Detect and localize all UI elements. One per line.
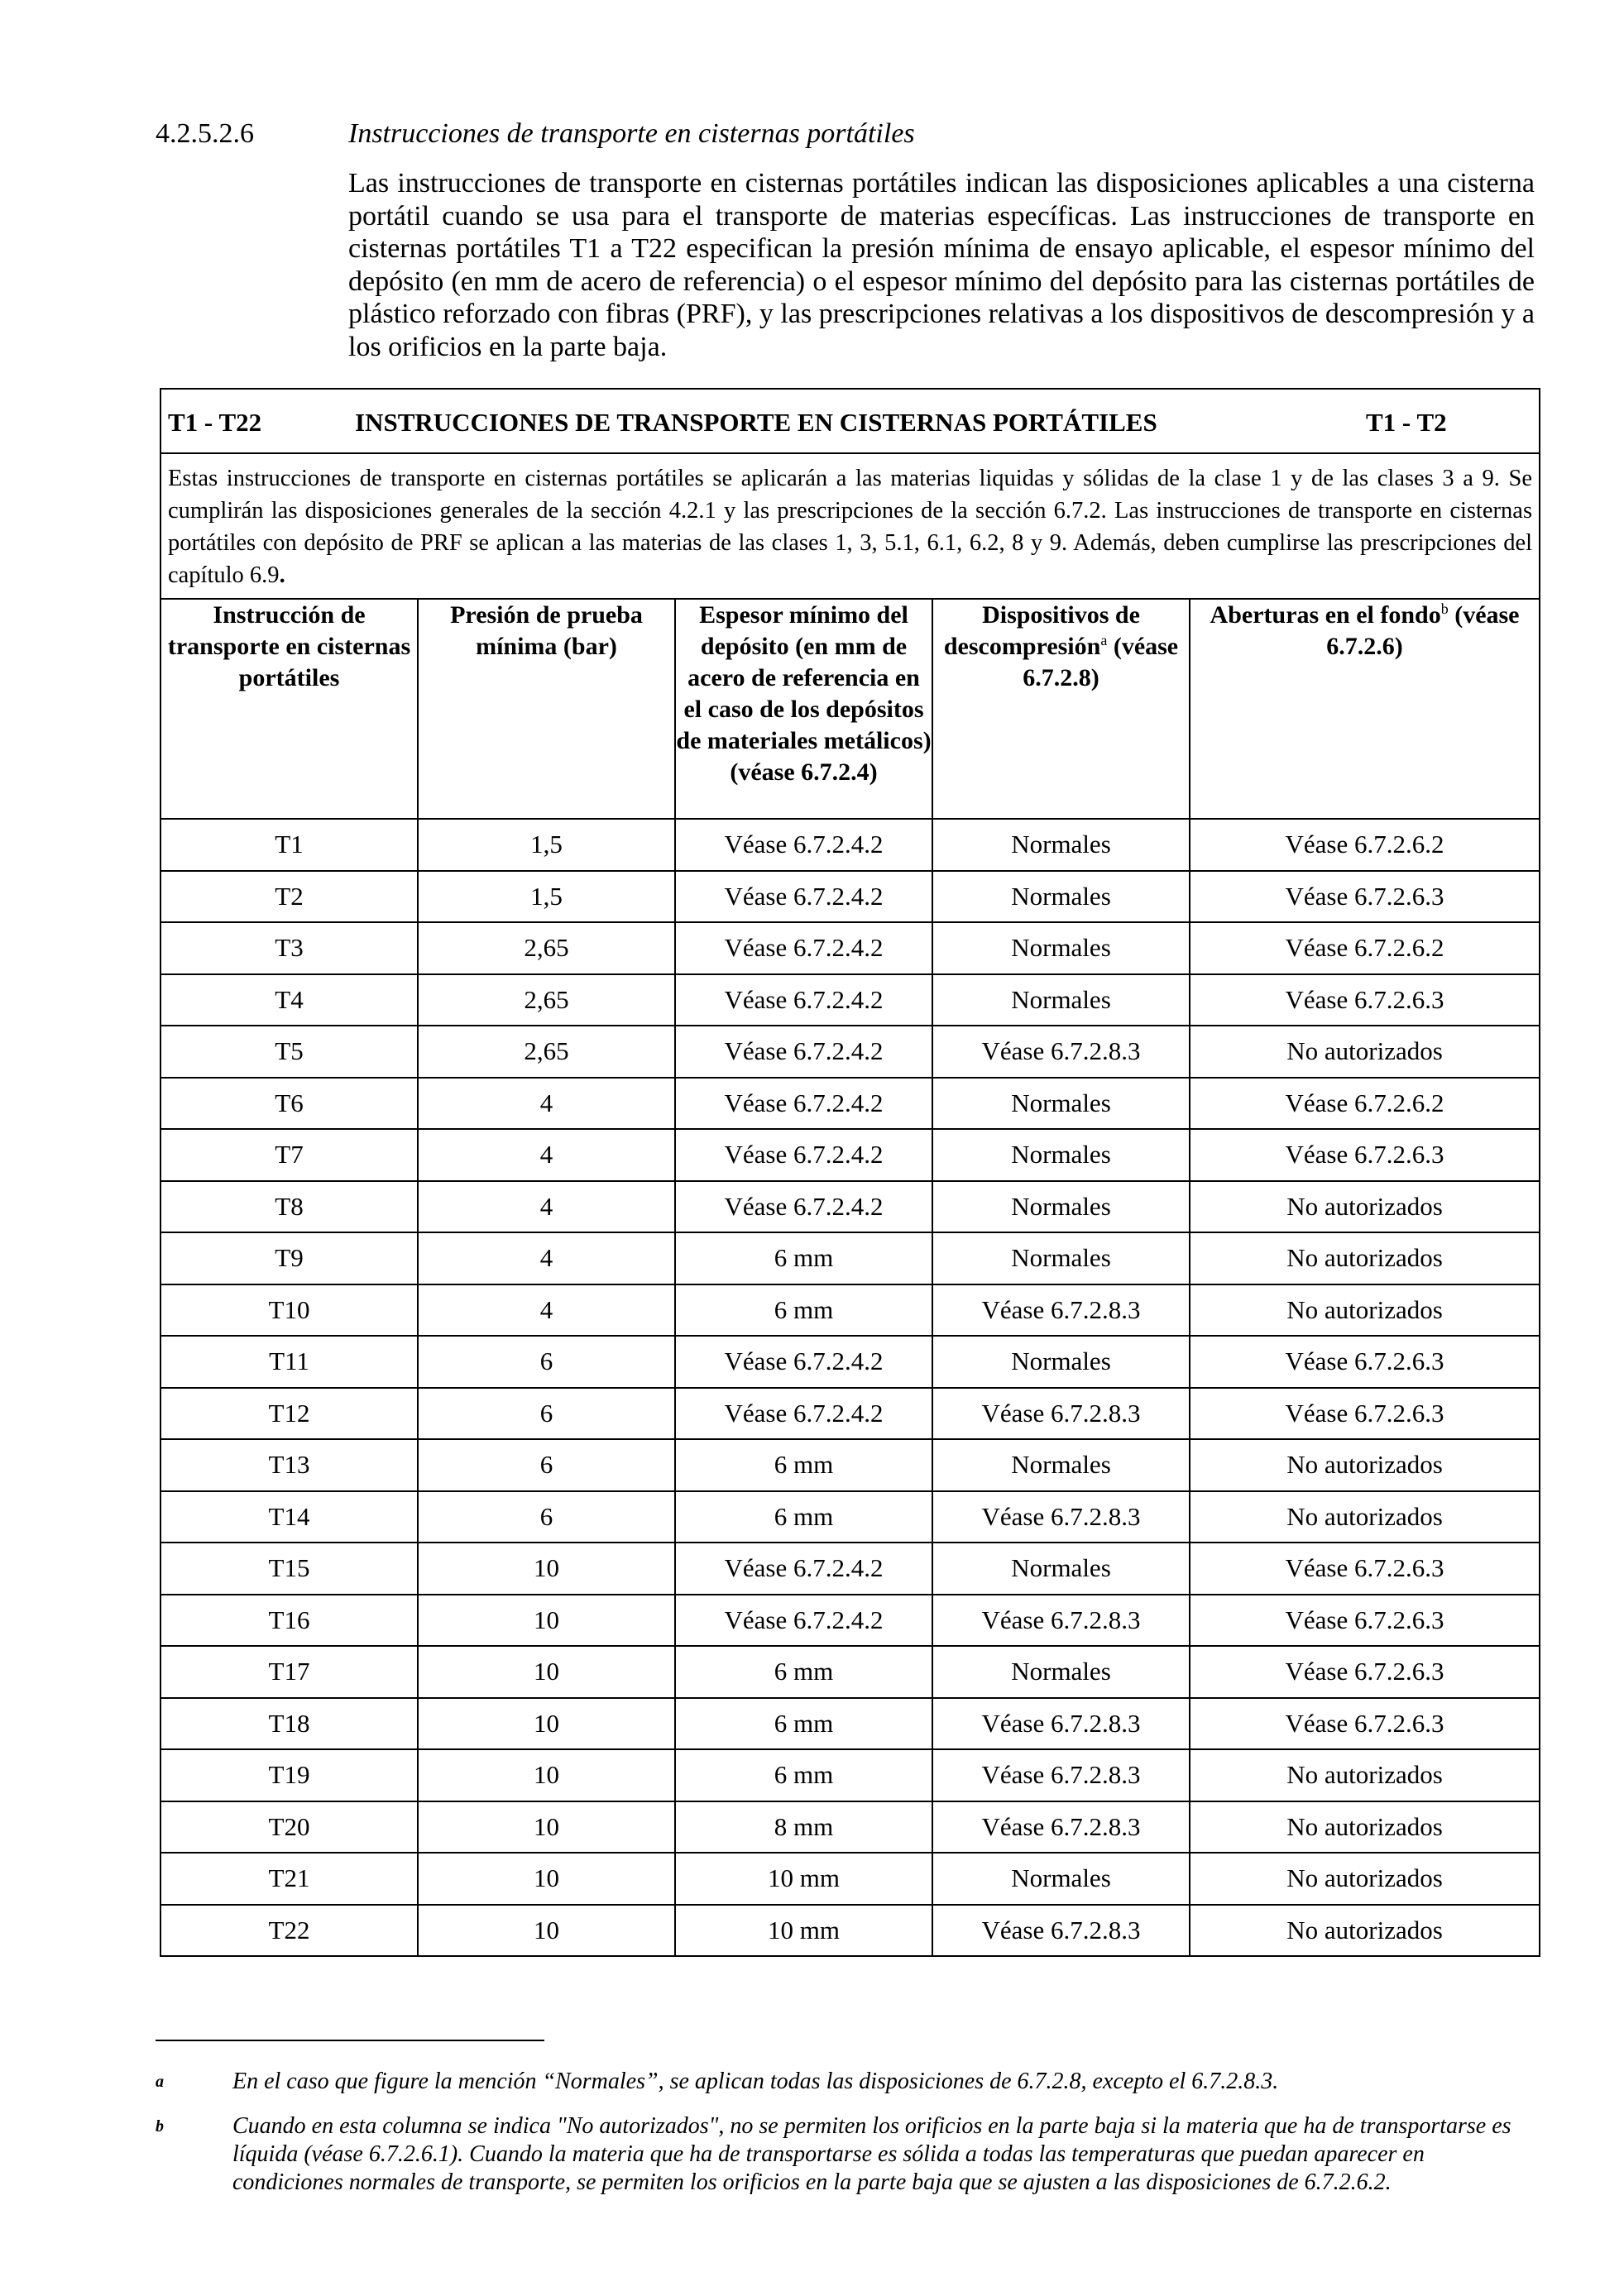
cell-thickness: 6 mm (675, 1284, 932, 1337)
cell-pressure: 6 (418, 1491, 675, 1543)
cell-pressure: 10 (418, 1698, 675, 1750)
table-row (160, 1801, 1540, 1854)
cell-openings: Véase 6.7.2.6.3 (1190, 1388, 1540, 1440)
cell-instruction: T5 (160, 1026, 418, 1078)
cell-pressure: 2,65 (418, 1026, 675, 1078)
cell-pressure: 6 (418, 1336, 675, 1388)
cell-relief: Normales (932, 974, 1190, 1026)
table-row (160, 1129, 1540, 1181)
section-intro: Las instrucciones de transporte en cisternas portátiles indican las disposiciones aplicables a una cisterna portátil cuando se usa para el transporte de materias específicas. Las instrucciones de transporte en cisternas portátiles T1 a T22 especifican la presión mínima de ensayo aplicable, el espesor mínimo del depósito (en mm de acero de referencia) o el espesor mínimo del depósito para las cisternas portátiles de plástico reforzado con fibras (PRF), y las prescripciones relativas a los dispositivos de descompresión y a los orificios en la parte baja. (348, 168, 1535, 362)
cell-openings: No autorizados (1190, 1853, 1540, 1905)
cell-instruction: T10 (160, 1284, 418, 1337)
cell-pressure: 4 (418, 1078, 675, 1130)
table-title: INSTRUCCIONES DE TRANSPORTE EN CISTERNAS PORTÁTILES (355, 408, 1157, 437)
column-header-row (160, 599, 1540, 819)
cell-thickness: 6 mm (675, 1646, 932, 1698)
cell-relief: Normales (932, 1646, 1190, 1698)
table-row (160, 1491, 1540, 1543)
cell-relief: Normales (932, 1181, 1190, 1233)
cell-thickness: Véase 6.7.2.4.2 (675, 1543, 932, 1595)
cell-relief: Véase 6.7.2.8.3 (932, 1026, 1190, 1078)
cell-pressure: 6 (418, 1388, 675, 1440)
cell-thickness: Véase 6.7.2.4.2 (675, 1026, 932, 1078)
cell-thickness: Véase 6.7.2.4.2 (675, 1078, 932, 1130)
footnote-mark: b (156, 2117, 164, 2136)
table-row (160, 1595, 1540, 1647)
cell-relief: Normales (932, 1336, 1190, 1388)
cell-pressure: 4 (418, 1181, 675, 1233)
cell-openings: Véase 6.7.2.6.3 (1190, 1543, 1540, 1595)
cell-thickness: Véase 6.7.2.4.2 (675, 819, 932, 871)
cell-thickness: Véase 6.7.2.4.2 (675, 1595, 932, 1647)
cell-instruction: T1 (160, 819, 418, 871)
cell-pressure: 10 (418, 1646, 675, 1698)
cell-openings: No autorizados (1190, 1026, 1540, 1078)
cell-openings: No autorizados (1190, 1181, 1540, 1233)
footnote-mark: a (156, 2073, 164, 2091)
column-header-thickness: Espesor mínimo del depósito (en mm de acero de referencia en el caso de los depósitos de materiales metálicos) (véase 6.7.2.4) (675, 599, 932, 819)
cell-pressure: 4 (418, 1129, 675, 1181)
table-row (160, 1232, 1540, 1284)
table-row (160, 922, 1540, 974)
table-row (160, 1388, 1540, 1440)
cell-thickness: Véase 6.7.2.4.2 (675, 1336, 932, 1388)
cell-instruction: T2 (160, 871, 418, 923)
cell-instruction: T8 (160, 1181, 418, 1233)
cell-relief: Normales (932, 1232, 1190, 1284)
openings-ref: (véase 6.7.2.6) (1326, 601, 1520, 660)
cell-instruction: T12 (160, 1388, 418, 1440)
cell-instruction: T6 (160, 1078, 418, 1130)
cell-relief: Normales (932, 1853, 1190, 1905)
cell-pressure: 10 (418, 1801, 675, 1854)
cell-openings: No autorizados (1190, 1284, 1540, 1337)
table-row (160, 871, 1540, 923)
cell-pressure: 10 (418, 1543, 675, 1595)
cell-openings: Véase 6.7.2.6.3 (1190, 1646, 1540, 1698)
table-row (160, 819, 1540, 871)
cell-openings: No autorizados (1190, 1439, 1540, 1491)
cell-thickness: 6 mm (675, 1232, 932, 1284)
table-row (160, 1336, 1540, 1388)
table-row (160, 1905, 1540, 1957)
cell-thickness: 6 mm (675, 1491, 932, 1543)
section-number: 4.2.5.2.6 (156, 118, 254, 149)
cell-relief: Normales (932, 1543, 1190, 1595)
footnote-text: Cuando en esta columna se indica "No autorizados", no se permiten los orificios en la parte baja si la materia que ha de transportarse es líquida (véase 6.7.2.6.1). Cuando la materia que ha de transportarse es sólida a todas las temperaturas que puedan aparecer en condiciones normales de transporte, se permiten los orificios en la parte baja que se ajusten a las disposiciones de 6.7.2.6.2. (232, 2113, 1511, 2195)
cell-openings: No autorizados (1190, 1232, 1540, 1284)
openings-label: Aberturas en el fondo (1210, 601, 1441, 629)
cell-relief: Normales (932, 871, 1190, 923)
cell-openings: Véase 6.7.2.6.2 (1190, 819, 1540, 871)
cell-openings: Véase 6.7.2.6.2 (1190, 922, 1540, 974)
transport-instructions-table (160, 388, 1540, 1957)
cell-pressure: 4 (418, 1232, 675, 1284)
cell-openings: No autorizados (1190, 1491, 1540, 1543)
cell-thickness: Véase 6.7.2.4.2 (675, 1129, 932, 1181)
cell-instruction: T21 (160, 1853, 418, 1905)
cell-openings: No autorizados (1190, 1749, 1540, 1801)
table-title-row (160, 389, 1540, 453)
section-title: Instrucciones de transporte en cisternas portátiles (348, 118, 915, 149)
table-row (160, 1698, 1540, 1750)
cell-thickness: 8 mm (675, 1801, 932, 1854)
table-row (160, 974, 1540, 1026)
cell-instruction: T22 (160, 1905, 418, 1957)
cell-pressure: 10 (418, 1749, 675, 1801)
cell-thickness: Véase 6.7.2.4.2 (675, 1388, 932, 1440)
cell-thickness: Véase 6.7.2.4.2 (675, 1181, 932, 1233)
table-row (160, 1078, 1540, 1130)
cell-instruction: T13 (160, 1439, 418, 1491)
cell-pressure: 1,5 (418, 819, 675, 871)
cell-openings: Véase 6.7.2.6.3 (1190, 871, 1540, 923)
cell-pressure: 4 (418, 1284, 675, 1337)
cell-instruction: T4 (160, 974, 418, 1026)
cell-instruction: T17 (160, 1646, 418, 1698)
cell-instruction: T3 (160, 922, 418, 974)
cell-openings: No autorizados (1190, 1801, 1540, 1854)
cell-relief: Normales (932, 922, 1190, 974)
table-description-row (160, 453, 1540, 599)
footnote-text: En el caso que figure la mención “Normales”, se aplican todas las disposiciones de 6.7.2.8, excepto el 6.7.2.8.3. (232, 2069, 1279, 2094)
footnote-ref-a: a (1100, 632, 1108, 648)
cell-openings: Véase 6.7.2.6.2 (1190, 1078, 1540, 1130)
cell-relief: Normales (932, 1129, 1190, 1181)
table-row (160, 1853, 1540, 1905)
column-header-instruction: Instrucción de transporte en cisternas portátiles (160, 599, 418, 819)
cell-thickness: 10 mm (675, 1853, 932, 1905)
column-header-pressure: Presión de prueba mínima (bar) (418, 599, 675, 819)
cell-pressure: 2,65 (418, 922, 675, 974)
cell-pressure: 2,65 (418, 974, 675, 1026)
cell-thickness: Véase 6.7.2.4.2 (675, 922, 932, 974)
cell-openings: Véase 6.7.2.6.3 (1190, 974, 1540, 1026)
cell-relief: Véase 6.7.2.8.3 (932, 1801, 1190, 1854)
cell-instruction: T19 (160, 1749, 418, 1801)
cell-relief: Véase 6.7.2.8.3 (932, 1491, 1190, 1543)
cell-instruction: T15 (160, 1543, 418, 1595)
cell-instruction: T16 (160, 1595, 418, 1647)
cell-openings: Véase 6.7.2.6.3 (1190, 1129, 1540, 1181)
cell-openings: No autorizados (1190, 1905, 1540, 1957)
table-row (160, 1646, 1540, 1698)
cell-instruction: T18 (160, 1698, 418, 1750)
cell-thickness: Véase 6.7.2.4.2 (675, 871, 932, 923)
cell-thickness: 10 mm (675, 1905, 932, 1957)
table-row (160, 1749, 1540, 1801)
cell-openings: Véase 6.7.2.6.3 (1190, 1336, 1540, 1388)
cell-relief: Normales (932, 1078, 1190, 1130)
cell-relief: Véase 6.7.2.8.3 (932, 1388, 1190, 1440)
cell-openings: Véase 6.7.2.6.3 (1190, 1698, 1540, 1750)
cell-pressure: 6 (418, 1439, 675, 1491)
cell-relief: Véase 6.7.2.8.3 (932, 1698, 1190, 1750)
cell-relief: Véase 6.7.2.8.3 (932, 1749, 1190, 1801)
table-row (160, 1181, 1540, 1233)
description-text: Estas instrucciones de transporte en cisternas portátiles se aplicarán a las materias liquidas y sólidas de la clase 1 y de las clases 3 a 9. Se cumplirán las disposiciones generales de la sección 4.2.1 y las prescripciones de la sección 6.7.2. Las instrucciones de transporte en cisternas portátiles con depósito de PRF se aplican a las materias de las clases 1, 3, 5.1, 6.1, 6.2, 8 y 9. Además, deben cumplirse las prescripciones del capítulo 6.9 (168, 466, 1533, 588)
table-row (160, 1439, 1540, 1491)
cell-thickness: 6 mm (675, 1698, 932, 1750)
cell-instruction: T9 (160, 1232, 418, 1284)
cell-thickness: 6 mm (675, 1439, 932, 1491)
table-description (160, 453, 1540, 599)
cell-instruction: T11 (160, 1336, 418, 1388)
table-row (160, 1543, 1540, 1595)
cell-openings: Véase 6.7.2.6.3 (1190, 1595, 1540, 1647)
cell-instruction: T20 (160, 1801, 418, 1854)
cell-instruction: T14 (160, 1491, 418, 1543)
cell-pressure: 10 (418, 1905, 675, 1957)
cell-pressure: 10 (418, 1853, 675, 1905)
cell-relief: Véase 6.7.2.8.3 (932, 1284, 1190, 1337)
cell-thickness: Véase 6.7.2.4.2 (675, 974, 932, 1026)
footnote-ref-b: b (1440, 600, 1449, 617)
table-range-right: T1 - T2 (1366, 408, 1447, 437)
cell-pressure: 10 (418, 1595, 675, 1647)
cell-thickness: 6 mm (675, 1749, 932, 1801)
cell-relief: Normales (932, 819, 1190, 871)
cell-relief: Véase 6.7.2.8.3 (932, 1905, 1190, 1957)
table-range-left: T1 - T22 (168, 408, 262, 437)
column-header-relief-devices (932, 599, 1190, 819)
cell-relief: Véase 6.7.2.8.3 (932, 1595, 1190, 1647)
table-row (160, 1284, 1540, 1337)
table-row (160, 1026, 1540, 1078)
cell-relief: Normales (932, 1439, 1190, 1491)
description-end: . (279, 562, 285, 588)
relief-label: Dispositivos de descompresión (943, 601, 1140, 660)
footnote-divider (156, 2040, 544, 2041)
relief-ref: (véase 6.7.2.8) (1023, 633, 1179, 691)
column-header-bottom-openings (1190, 599, 1540, 819)
cell-pressure: 1,5 (418, 871, 675, 923)
cell-instruction: T7 (160, 1129, 418, 1181)
